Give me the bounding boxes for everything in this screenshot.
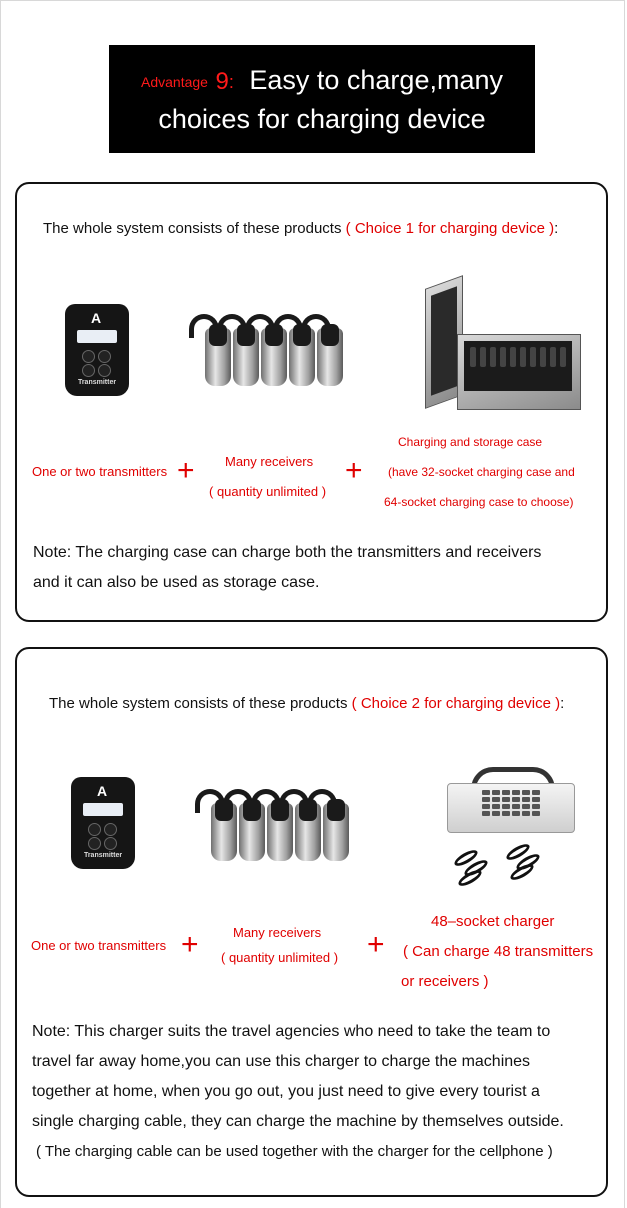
note-line: single charging cable, they can charge the machine by themselves outside. xyxy=(32,1113,564,1130)
item-receivers: Many receivers xyxy=(233,925,322,940)
receivers-image xyxy=(189,314,369,394)
item-receivers-qty: ( quantity unlimited ) xyxy=(221,950,339,965)
panel-2-intro xyxy=(49,695,564,712)
receiver-head xyxy=(327,799,345,821)
note-line: Note: This charger suits the travel agencies who need to take the team to xyxy=(32,1023,551,1040)
plus-sign: + xyxy=(177,454,195,487)
transmitter-label: Transmitter xyxy=(77,379,117,386)
case-slot xyxy=(500,347,506,367)
case-slot xyxy=(480,347,486,367)
item-receivers-qty: ( quantity unlimited ) xyxy=(209,484,327,499)
transmitter-device-image xyxy=(65,304,129,396)
advantage-number: 9 xyxy=(215,67,229,95)
item-charger-detail-2: or receivers ) xyxy=(401,973,489,990)
panel-1-intro xyxy=(43,220,558,237)
intro-colon: : xyxy=(560,695,565,712)
note-line: together at home, when you go out, you just need to give every tourist a xyxy=(32,1083,540,1100)
case-slot xyxy=(540,347,546,367)
transmitter-screen xyxy=(83,803,123,816)
plus-sign: + xyxy=(181,928,199,961)
transmitter-button xyxy=(104,823,117,836)
transmitter-button xyxy=(82,364,95,377)
transmitter-label: Transmitter xyxy=(83,852,123,859)
case-slot xyxy=(550,347,556,367)
banner-line-1 xyxy=(109,63,535,99)
choice-2-panel xyxy=(15,647,608,1197)
intro-choice: ( Choice 1 for charging device ) xyxy=(345,220,555,237)
charging-case-image xyxy=(457,334,581,410)
note-line: travel far away home,you can use this charger to charge the machines xyxy=(32,1053,531,1070)
transmitter-screen xyxy=(77,330,117,343)
case-lid-inner xyxy=(431,286,457,395)
panel-1-note xyxy=(33,538,541,598)
item-charger-title: 48–socket charger xyxy=(431,913,555,930)
item-transmitters: One or two transmitters xyxy=(31,938,167,953)
transmitter-button xyxy=(104,837,117,850)
case-slot xyxy=(560,347,566,367)
item-case-detail-1: (have 32-socket charging case and xyxy=(388,465,575,479)
intro-colon: : xyxy=(554,220,559,237)
banner-title-1: Easy to charge,many xyxy=(249,65,503,95)
intro-text: The whole system consists of these products xyxy=(49,695,348,712)
intro-text: The whole system consists of these products xyxy=(43,220,342,237)
item-case-title: Charging and storage case xyxy=(398,435,543,449)
note-line: and it can also be used as storage case. xyxy=(33,574,320,591)
case-slot xyxy=(530,347,536,367)
transmitter-button xyxy=(88,837,101,850)
note-line: Note: The charging case can charge both the transmitters and receivers xyxy=(33,544,542,561)
case-slot xyxy=(490,347,496,367)
transmitter-button xyxy=(82,350,95,363)
transmitter-logo: A xyxy=(97,783,108,799)
case-slot xyxy=(470,347,476,367)
item-charger-detail-1: ( Can charge 48 transmitters xyxy=(403,943,594,960)
intro-choice: ( Choice 2 for charging device ) xyxy=(351,695,561,712)
charger-ports xyxy=(482,790,540,816)
plus-sign: + xyxy=(345,454,363,487)
advantage-label: Advantage xyxy=(141,73,208,90)
receivers-image xyxy=(195,789,375,869)
receiver-head xyxy=(321,324,339,346)
transmitter-logo: A xyxy=(91,310,102,326)
panel-2-note xyxy=(32,1017,564,1167)
case-slot xyxy=(510,347,516,367)
item-case-detail-2: 64-socket charging case to choose) xyxy=(384,495,574,509)
transmitter-device-image xyxy=(71,777,135,869)
transmitter-button xyxy=(98,350,111,363)
plus-sign: + xyxy=(367,928,385,961)
transmitter-button xyxy=(88,823,101,836)
note-line: ( The charging cable can be used together with the charger for the cellphone ) xyxy=(36,1143,553,1160)
banner-title-2: choices for charging device xyxy=(158,103,486,134)
item-receivers: Many receivers xyxy=(225,454,314,469)
item-transmitters: One or two transmitters xyxy=(32,464,168,479)
title-banner xyxy=(109,45,535,153)
choice-1-panel xyxy=(15,182,608,622)
case-slot xyxy=(520,347,526,367)
transmitter-button xyxy=(98,364,111,377)
socket-charger-image xyxy=(447,783,575,833)
advantage-colon: : xyxy=(228,71,234,92)
